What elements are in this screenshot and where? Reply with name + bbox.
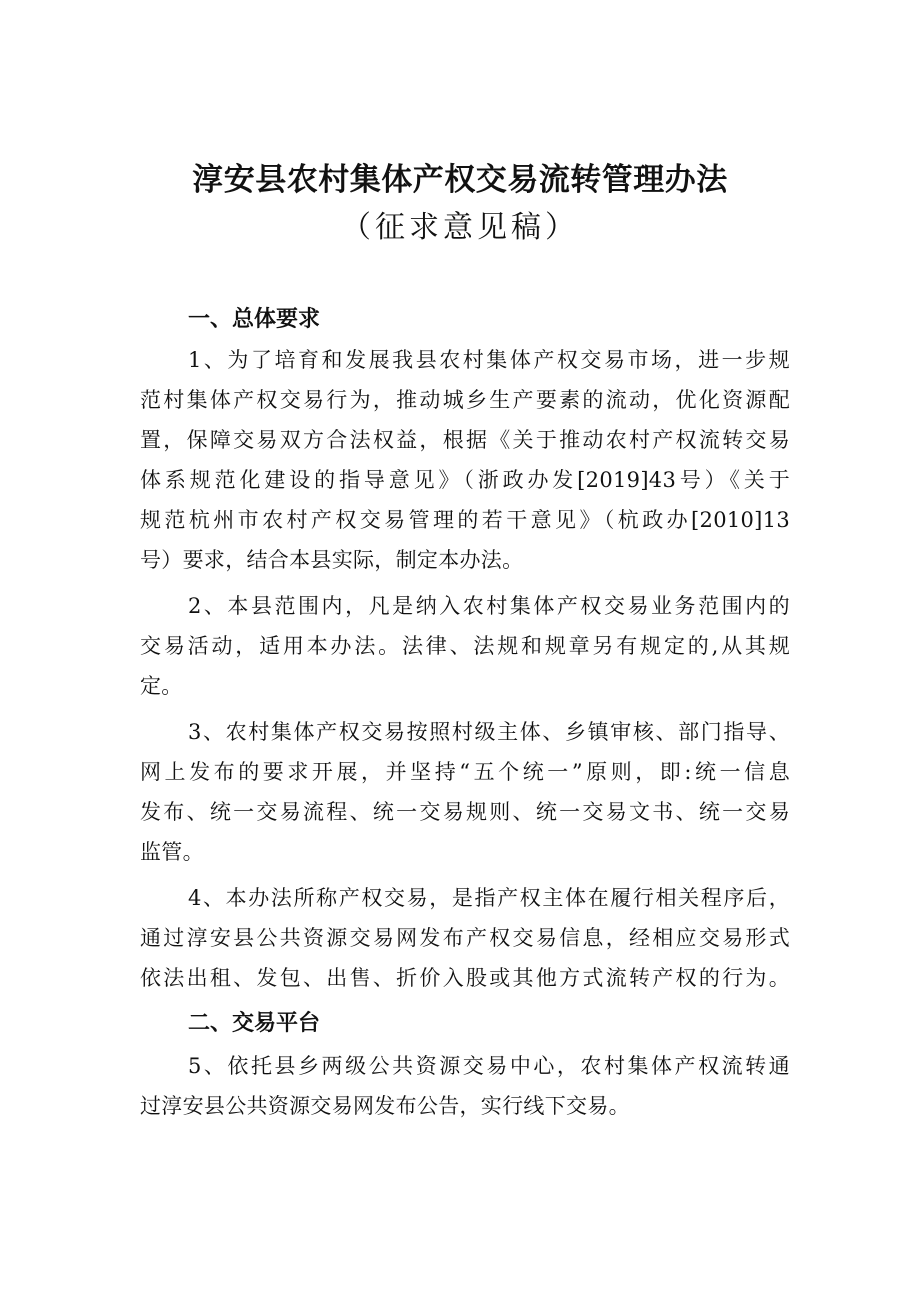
paragraph-line: 监管。 — [140, 840, 204, 864]
paragraph-3 — [140, 712, 790, 872]
paragraph-line: 定。 — [140, 674, 183, 698]
paragraph-line: 5、依托县乡两级公共资源交易中心，农村集体产权流转通 — [188, 1054, 790, 1078]
paragraph-line: 号）要求，结合本县实际，制定本办法。 — [140, 548, 524, 572]
paragraph-line: 交易活动，适用本办法。法律、法规和规章另有规定的,从其规 — [140, 634, 790, 658]
paragraph-line: 发布、统一交易流程、统一交易规则、统一交易文书、统一交易 — [140, 800, 790, 824]
paragraph-1 — [140, 340, 790, 580]
paragraph-line: 4、本办法所称产权交易，是指产权主体在履行相关程序后， — [188, 886, 790, 910]
document-body — [140, 300, 790, 1126]
paragraph-4 — [140, 878, 790, 998]
paragraph-line: 置，保障交易双方合法权益，根据《关于推动农村产权流转交易 — [140, 428, 790, 452]
paragraph-line: 网上发布的要求开展，并坚持“五个统一”原则，即:统一信息 — [140, 760, 790, 784]
paragraph-5 — [140, 1046, 790, 1126]
paragraph-line: 1、为了培育和发展我县农村集体产权交易市场，进一步规 — [188, 348, 790, 372]
document-subtitle: （征求意见稿） — [341, 210, 579, 245]
section-heading-general-requirements: 一、总体要求 — [188, 307, 321, 332]
paragraph-line: 通过淳安县公共资源交易网发布产权交易信息，经相应交易形式 — [140, 926, 790, 950]
paragraph-line: 体系规范化建设的指导意见》（浙政办发[2019]43号）《关于 — [140, 468, 790, 492]
paragraph-line: 规范杭州市农村产权交易管理的若干意见》（杭政办[2010]13 — [140, 508, 790, 532]
paragraph-line: 2、本县范围内，凡是纳入农村集体产权交易业务范围内的 — [188, 594, 790, 618]
paragraph-line: 依法出租、发包、出售、折价入股或其他方式流转产权的行为。 — [140, 966, 790, 990]
paragraph-line: 范村集体产权交易行为，推动城乡生产要素的流动，优化资源配 — [140, 388, 790, 412]
paragraph-2 — [140, 586, 790, 706]
section-heading-trading-platform: 二、交易平台 — [188, 1011, 321, 1036]
paragraph-line: 3、农村集体产权交易按照村级主体、乡镇审核、部门指导、 — [188, 720, 790, 744]
document-title: 淳安县农村集体产权交易流转管理办法 — [192, 162, 728, 198]
paragraph-line: 过淳安县公共资源交易网发布公告，实行线下交易。 — [140, 1094, 630, 1118]
